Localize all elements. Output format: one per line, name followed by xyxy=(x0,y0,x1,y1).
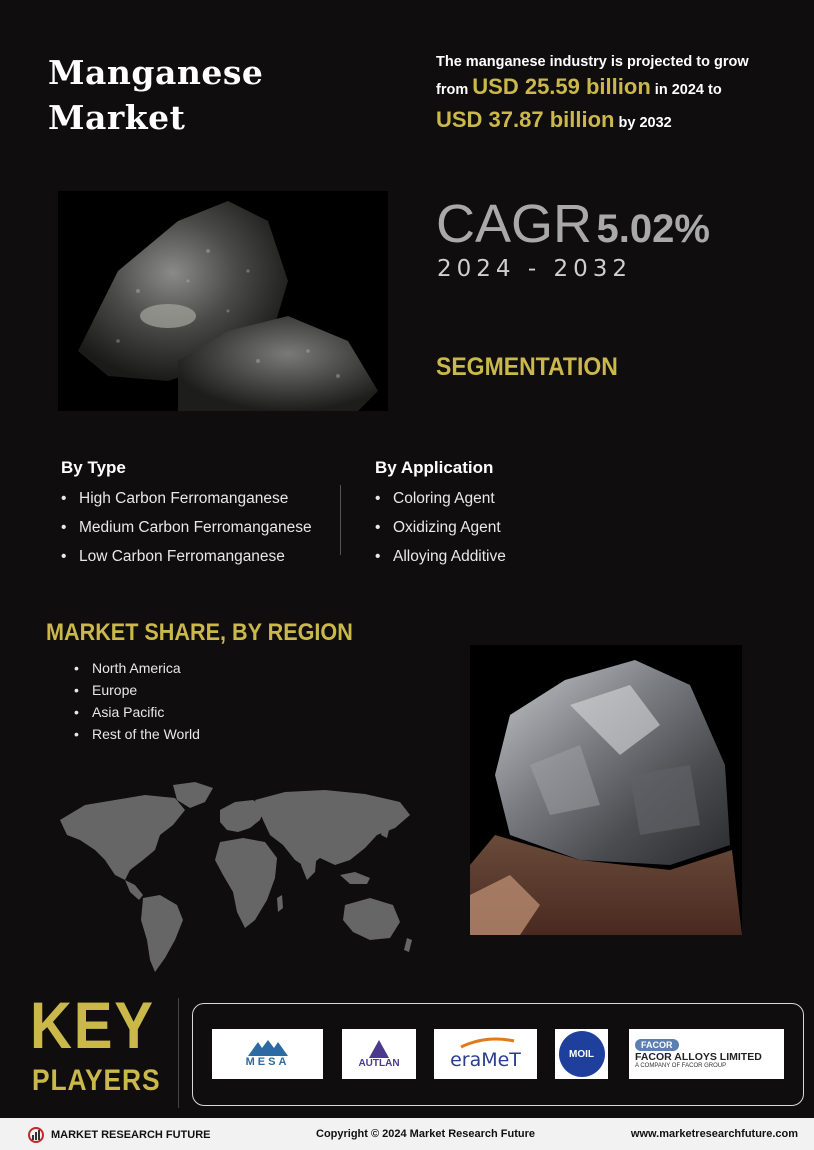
facor-badge: FACOR xyxy=(635,1039,679,1051)
projection-by-2032: by 2032 xyxy=(618,115,672,131)
by-type-heading: By Type xyxy=(61,458,126,477)
by-type-section xyxy=(61,458,341,571)
facor-name: FACOR ALLOYS LIMITED xyxy=(635,1051,762,1063)
list-item: • Alloying Additive xyxy=(375,542,635,571)
projection-text xyxy=(436,52,766,138)
cagr-years: 2024 - 2032 xyxy=(437,256,632,282)
eramet-text: eraMeT xyxy=(450,1049,521,1071)
facor-logo xyxy=(629,1029,784,1079)
autlan-icon xyxy=(369,1040,389,1058)
mesa-text: MESA xyxy=(245,1056,290,1068)
title-line-1: Manganese xyxy=(48,53,264,92)
projection-value-2032: USD 37.87 billion xyxy=(436,107,615,132)
list-item: • Medium Carbon Ferromanganese xyxy=(61,513,341,542)
list-item: • Coloring Agent xyxy=(375,484,635,513)
page-title xyxy=(48,50,348,140)
world-map-icon xyxy=(55,780,417,976)
projection-from: from xyxy=(436,82,469,98)
list-item: • High Carbon Ferromanganese xyxy=(61,484,341,513)
market-share-heading: MARKET SHARE, BY REGION xyxy=(46,619,353,646)
by-application-section xyxy=(375,458,635,571)
eramet-swoosh-icon xyxy=(456,1037,516,1049)
cagr-value: 5.02% xyxy=(596,207,710,251)
autlan-logo xyxy=(342,1029,416,1079)
list-item: • Europe xyxy=(74,679,200,701)
cagr-label: CAGR xyxy=(436,194,593,254)
footer-brand xyxy=(28,1127,211,1143)
eramet-logo xyxy=(434,1029,537,1079)
projection-in-2024: in 2024 to xyxy=(654,82,722,98)
list-item: • Rest of the World xyxy=(74,723,200,745)
footer-brand-text: MARKET RESEARCH FUTURE xyxy=(51,1129,211,1141)
title-line-2: Market xyxy=(48,98,186,137)
list-item: • North America xyxy=(74,657,200,679)
by-application-list xyxy=(375,484,635,571)
segmentation-heading: SEGMENTATION xyxy=(436,353,618,381)
projection-intro: The manganese industry is projected to grow xyxy=(436,54,749,70)
projection-line-2 xyxy=(436,72,766,105)
projection-value-2024: USD 25.59 billion xyxy=(472,74,651,99)
list-item: • Oxidizing Agent xyxy=(375,513,635,542)
list-item: • Low Carbon Ferromanganese xyxy=(61,542,341,571)
footer-copyright: Copyright © 2024 Market Research Future xyxy=(316,1128,536,1140)
players-label: PLAYERS xyxy=(32,1064,161,1097)
region-list xyxy=(74,657,200,745)
manganese-ore-image xyxy=(58,191,388,411)
column-divider xyxy=(340,485,341,555)
mesa-logo xyxy=(212,1029,323,1079)
autlan-text: AUTLAN xyxy=(358,1057,400,1069)
manganese-crystal-image xyxy=(470,645,742,935)
list-item: • Asia Pacific xyxy=(74,701,200,723)
key-label: KEY xyxy=(30,988,155,1062)
mesa-icon xyxy=(248,1040,288,1056)
footer-website-link[interactable]: www.marketresearchfuture.com xyxy=(630,1128,798,1140)
facor-sub: A COMPANY OF FACOR GROUP xyxy=(635,1063,727,1069)
moil-badge xyxy=(559,1031,605,1077)
moil-logo xyxy=(555,1029,608,1079)
moil-text: MOIL xyxy=(569,1048,594,1060)
key-players-divider xyxy=(178,998,179,1108)
projection-line-3 xyxy=(436,105,766,138)
footer xyxy=(0,1118,814,1150)
mrf-logo-icon xyxy=(28,1127,46,1143)
by-application-heading: By Application xyxy=(375,458,494,477)
cagr-block xyxy=(436,193,710,255)
by-type-list xyxy=(61,484,341,571)
key-players-box xyxy=(192,1003,804,1106)
